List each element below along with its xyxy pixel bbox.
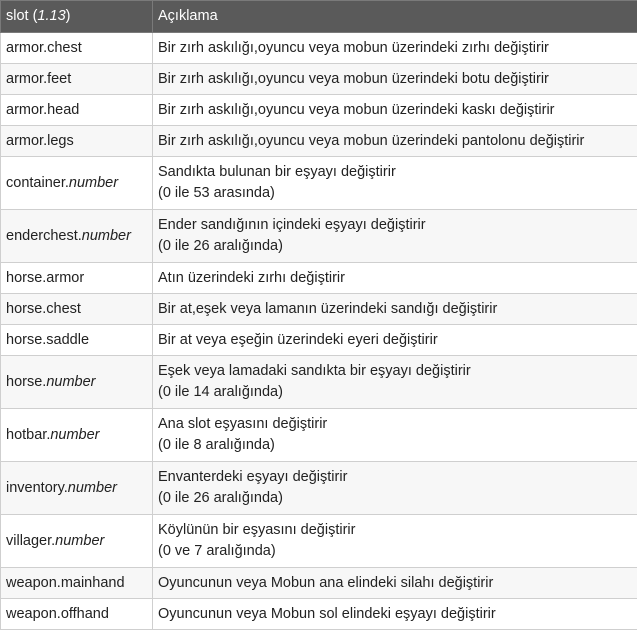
slot-description-cell xyxy=(153,157,637,210)
slot-key-cell xyxy=(1,263,153,294)
slot-description: Eşek veya lamadaki sandıkta bir eşyayı değiştirir xyxy=(158,361,631,382)
slot-description-cell xyxy=(153,263,637,294)
slot-key: weapon.offhand xyxy=(6,606,109,622)
table-row xyxy=(1,515,637,568)
slot-key: villager. xyxy=(6,533,55,549)
slot-key-cell xyxy=(1,33,153,64)
table-row xyxy=(1,356,637,409)
slot-key: inventory. xyxy=(6,480,68,496)
table-row xyxy=(1,325,637,356)
slot-description: Bir zırh askılığı,oyuncu veya mobun üzerindeki kaskı değiştirir xyxy=(158,100,631,121)
slot-key-cell xyxy=(1,409,153,462)
slot-description: Envanterdeki eşyayı değiştirir xyxy=(158,467,631,488)
table-row xyxy=(1,33,637,64)
slot-key-cell xyxy=(1,95,153,126)
slot-description: Bir at,eşek veya lamanın üzerindeki sandığı değiştirir xyxy=(158,299,631,320)
slot-key-cell xyxy=(1,325,153,356)
slot-range: (0 ile 14 aralığında) xyxy=(158,382,631,403)
table-row xyxy=(1,157,637,210)
table-row xyxy=(1,95,637,126)
slot-key-variable: number xyxy=(50,427,99,443)
table-row xyxy=(1,64,637,95)
slot-description: Bir zırh askılığı,oyuncu veya mobun üzerindeki botu değiştirir xyxy=(158,69,631,90)
slot-description: Ana slot eşyasını değiştirir xyxy=(158,414,631,435)
header-row xyxy=(1,1,637,33)
slot-key-cell xyxy=(1,568,153,599)
table-header xyxy=(1,1,637,33)
slot-description-cell xyxy=(153,210,637,263)
table-row xyxy=(1,294,637,325)
slot-description-cell xyxy=(153,126,637,157)
slot-key-cell xyxy=(1,599,153,630)
slot-key: container. xyxy=(6,175,69,191)
slot-description-cell xyxy=(153,462,637,515)
slot-key-variable: number xyxy=(82,228,131,244)
slot-key-cell xyxy=(1,294,153,325)
table-row xyxy=(1,210,637,263)
slot-key-cell xyxy=(1,210,153,263)
slot-range: (0 ve 7 aralığında) xyxy=(158,541,631,562)
table-row xyxy=(1,409,637,462)
slot-description-cell xyxy=(153,356,637,409)
slot-key-variable: number xyxy=(69,175,118,191)
slot-description: Bir zırh askılığı,oyuncu veya mobun üzerindeki zırhı değiştirir xyxy=(158,38,631,59)
table-body xyxy=(1,33,637,630)
slot-key-cell xyxy=(1,64,153,95)
slot-description: Oyuncunun veya Mobun sol elindeki eşyayı değiştirir xyxy=(158,604,631,625)
table-row xyxy=(1,126,637,157)
slot-range: (0 ile 26 aralığında) xyxy=(158,236,631,257)
slot-description-cell xyxy=(153,515,637,568)
slot-description: Sandıkta bulunan bir eşyayı değiştirir xyxy=(158,162,631,183)
slot-description: Bir at veya eşeğin üzerindeki eyeri değiştirir xyxy=(158,330,631,351)
slot-key: weapon.mainhand xyxy=(6,575,125,591)
slot-key-cell xyxy=(1,157,153,210)
header-slot-suffix: ) xyxy=(66,8,71,24)
slot-description-cell xyxy=(153,409,637,462)
slot-description: Oyuncunun veya Mobun ana elindeki silahı değiştirir xyxy=(158,573,631,594)
slot-range: (0 ile 26 aralığında) xyxy=(158,488,631,509)
slot-description: Ender sandığının içindeki eşyayı değiştirir xyxy=(158,215,631,236)
slot-key-variable: number xyxy=(46,374,95,390)
slot-range: (0 ile 8 aralığında) xyxy=(158,435,631,456)
slot-key: hotbar. xyxy=(6,427,50,443)
slot-key-variable: number xyxy=(55,533,104,549)
slot-key-variable: number xyxy=(68,480,117,496)
slot-description-cell xyxy=(153,294,637,325)
header-slot xyxy=(1,1,153,33)
header-description: Açıklama xyxy=(153,1,637,33)
slot-key: enderchest. xyxy=(6,228,82,244)
slot-key-cell xyxy=(1,515,153,568)
table-row xyxy=(1,462,637,515)
slot-key-cell xyxy=(1,462,153,515)
table-row xyxy=(1,263,637,294)
slot-key: horse.saddle xyxy=(6,332,89,348)
slot-description: Atın üzerindeki zırhı değiştirir xyxy=(158,268,631,289)
slot-description-cell xyxy=(153,568,637,599)
slot-key: armor.head xyxy=(6,102,79,118)
slot-key-cell xyxy=(1,356,153,409)
header-slot-version: 1.13 xyxy=(37,8,65,24)
slot-key: armor.legs xyxy=(6,133,74,149)
table-row xyxy=(1,568,637,599)
slot-key: horse.chest xyxy=(6,301,81,317)
slot-description-cell xyxy=(153,33,637,64)
slot-key: armor.chest xyxy=(6,40,82,56)
slot-key: armor.feet xyxy=(6,71,71,87)
slot-description-cell xyxy=(153,325,637,356)
slot-description-cell xyxy=(153,599,637,630)
slot-description-cell xyxy=(153,95,637,126)
slot-key: horse. xyxy=(6,374,46,390)
slot-key: horse.armor xyxy=(6,270,84,286)
slot-description: Bir zırh askılığı,oyuncu veya mobun üzerindeki pantolonu değiştirir xyxy=(158,131,631,152)
table-row xyxy=(1,599,637,630)
header-slot-prefix: slot ( xyxy=(6,8,37,24)
slot-range: (0 ile 53 arasında) xyxy=(158,183,631,204)
slot-description-cell xyxy=(153,64,637,95)
slot-key-cell xyxy=(1,126,153,157)
slot-description: Köylünün bir eşyasını değiştirir xyxy=(158,520,631,541)
